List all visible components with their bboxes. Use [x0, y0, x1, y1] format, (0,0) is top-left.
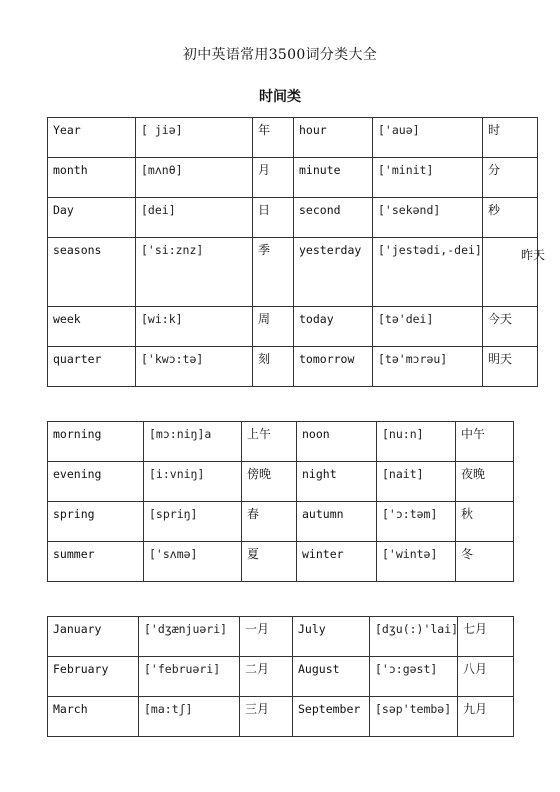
meaning-cell: 傍晚	[242, 462, 297, 502]
word-cell: noon	[297, 422, 377, 462]
word-cell: February	[48, 657, 139, 697]
table-row	[48, 657, 514, 697]
vocab-table-time-units	[47, 117, 546, 387]
meaning-cell: 二月	[240, 657, 293, 697]
phonetic-cell: ['sekənd]	[373, 198, 483, 238]
word-cell: winter	[297, 542, 377, 582]
meaning-cell: 年	[253, 118, 294, 158]
phonetic-cell: [ma:tʃ]	[139, 697, 240, 737]
word-cell: Year	[48, 118, 136, 158]
phonetic-cell: [mʌnθ]	[136, 158, 253, 198]
meaning-cell: 秋	[456, 502, 514, 542]
table-row	[48, 617, 514, 657]
meaning-cell: 秒	[483, 198, 538, 238]
meaning-cell: 季	[253, 238, 294, 307]
phonetic-cell: ['jestədi,-dei]	[373, 238, 483, 307]
meaning-cell: 夜晚	[456, 462, 514, 502]
meaning-cell: 夏	[242, 542, 297, 582]
phonetic-cell: ['auə]	[373, 118, 483, 158]
word-cell: morning	[48, 422, 144, 462]
meaning-cell: 刻	[253, 347, 294, 387]
phonetic-cell: [ jiə]	[136, 118, 253, 158]
word-cell: night	[297, 462, 377, 502]
phonetic-cell: [wi:k]	[136, 307, 253, 347]
table-row	[48, 198, 538, 238]
table-row	[48, 238, 538, 307]
meaning-cell: 七月	[458, 617, 514, 657]
phonetic-cell: ['wintə]	[377, 542, 456, 582]
word-cell: quarter	[48, 347, 136, 387]
meaning-cell: 春	[242, 502, 297, 542]
meaning-cell: 分	[483, 158, 538, 198]
table-row	[48, 422, 514, 462]
word-cell: spring	[48, 502, 144, 542]
word-cell: month	[48, 158, 136, 198]
word-cell: today	[294, 307, 373, 347]
meaning-cell: 九月	[458, 697, 514, 737]
meaning-cell: 三月	[240, 697, 293, 737]
phonetic-cell: ['dʒænjuəri]	[139, 617, 240, 657]
phonetic-cell: [tə'mɔrəu]	[373, 347, 483, 387]
table-row	[48, 158, 538, 198]
meaning-cell: 明天	[483, 347, 538, 387]
word-cell: Day	[48, 198, 136, 238]
meaning-cell: 上午	[242, 422, 297, 462]
vocab-table-day-seasons	[47, 421, 514, 582]
phonetic-cell: [dei]	[136, 198, 253, 238]
table-row	[48, 307, 538, 347]
section-heading: 时间类	[259, 89, 301, 105]
word-cell: evening	[48, 462, 144, 502]
phonetic-cell: ['minit]	[373, 158, 483, 198]
phonetic-cell: ['si:znz]	[136, 238, 253, 307]
meaning-cell: 昨天	[483, 238, 538, 307]
document-title: 初中英语常用3500词分类大全	[182, 47, 378, 63]
word-cell: hour	[294, 118, 373, 158]
phonetic-cell: [tə'dei]	[373, 307, 483, 347]
word-cell: second	[294, 198, 373, 238]
table-row	[48, 462, 514, 502]
word-cell: July	[293, 617, 370, 657]
meaning-cell: 时	[483, 118, 538, 158]
phonetic-cell: ['sʌmə]	[144, 542, 242, 582]
table-row	[48, 542, 514, 582]
meaning-cell: 八月	[458, 657, 514, 697]
meaning-cell: 日	[253, 198, 294, 238]
phonetic-cell: [dʒu(:)'lai]	[370, 617, 458, 657]
word-cell: minute	[294, 158, 373, 198]
vocab-table-months	[47, 616, 514, 737]
table-row	[48, 347, 538, 387]
meaning-cell: 冬	[456, 542, 514, 582]
phonetic-cell: [mɔ:niŋ]a	[144, 422, 242, 462]
table-row	[48, 502, 514, 542]
word-cell: March	[48, 697, 139, 737]
word-cell: autumn	[297, 502, 377, 542]
word-cell: August	[293, 657, 370, 697]
phonetic-cell: [səp'tembə]	[370, 697, 458, 737]
meaning-cell: 中午	[456, 422, 514, 462]
phonetic-cell: [nu:n]	[377, 422, 456, 462]
word-cell: week	[48, 307, 136, 347]
meaning-cell: 周	[253, 307, 294, 347]
word-cell: seasons	[48, 238, 136, 307]
phonetic-cell: ['ɔ:gəst]	[370, 657, 458, 697]
meaning-cell: 月	[253, 158, 294, 198]
meaning-cell: 今天	[483, 307, 538, 347]
word-cell: tomorrow	[294, 347, 373, 387]
phonetic-cell: ['kwɔ:tə]	[136, 347, 253, 387]
word-cell: yesterday	[294, 238, 373, 307]
phonetic-cell: ['ɔ:təm]	[377, 502, 456, 542]
meaning-cell: 一月	[240, 617, 293, 657]
phonetic-cell: [spriŋ]	[144, 502, 242, 542]
phonetic-cell: [nait]	[377, 462, 456, 502]
word-cell: January	[48, 617, 139, 657]
word-cell: summer	[48, 542, 144, 582]
table-row	[48, 118, 538, 158]
phonetic-cell: [i:vniŋ]	[144, 462, 242, 502]
table-row	[48, 697, 514, 737]
phonetic-cell: ['februəri]	[139, 657, 240, 697]
word-cell: September	[293, 697, 370, 737]
